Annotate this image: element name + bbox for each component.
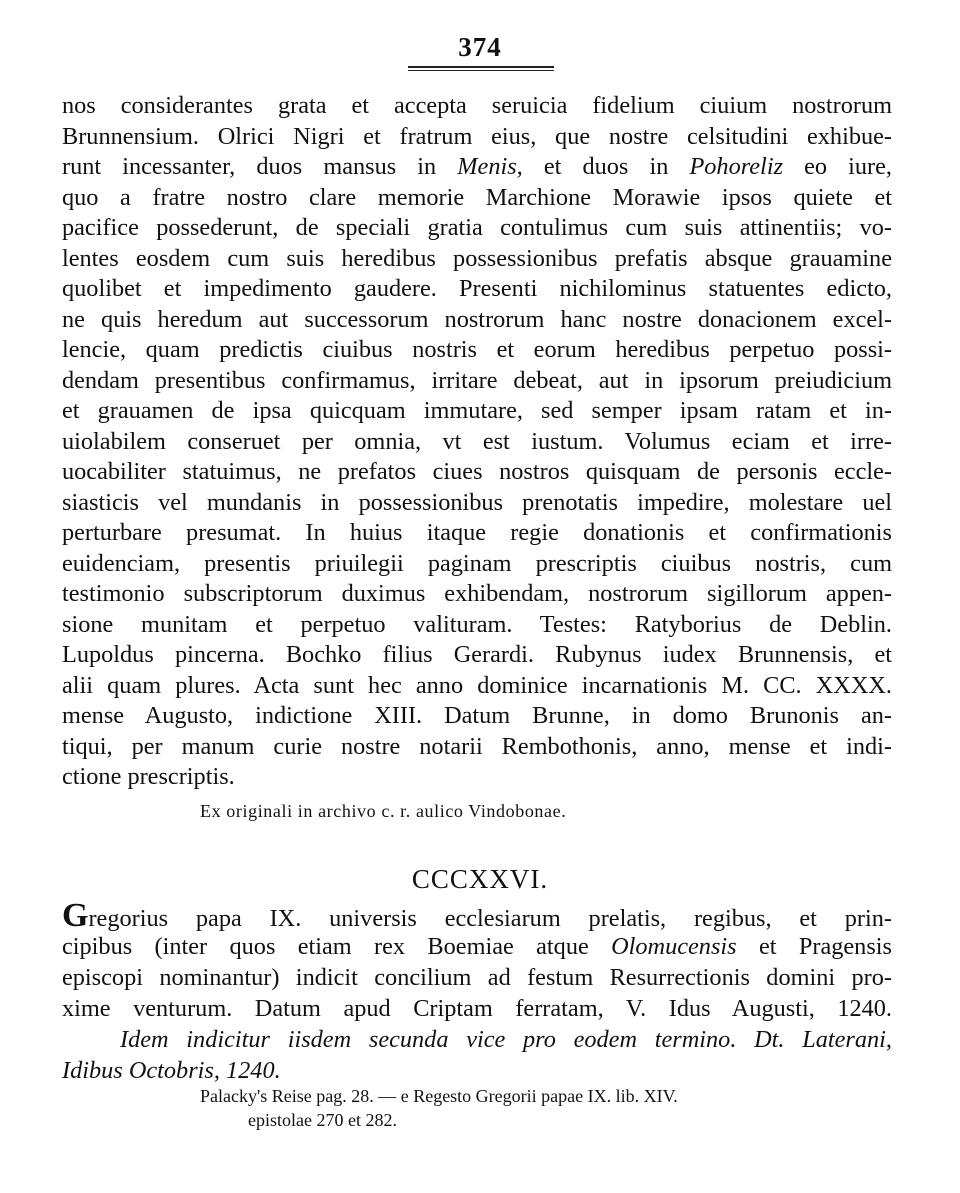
header-rule — [408, 66, 554, 68]
regest-italic-line: Idem indicitur iisdem secunda vice pro eodem termino. Dt. Laterani, — [120, 1026, 892, 1053]
source-note: Ex originali in archivo c. r. aulico Vindobonae. — [200, 801, 567, 821]
text-line: sione munitam et perpetuo valituram. Testes: Ratyborius de Deblin. — [62, 610, 892, 638]
text-line: uiolabilem conseruet per omnia, vt est iustum. Volumus eciam et irre- — [62, 427, 892, 455]
header-rule-thin — [408, 70, 554, 71]
text-line: mense Augusto, indictione XIII. Datum Brunne, in domo Brunonis an- — [62, 702, 892, 729]
italic-place-name: Olomucensis — [611, 933, 737, 960]
regest-line: episcopi nominantur) indicit concilium ad festum Resurrectionis domini pro- — [62, 964, 892, 991]
text-line: Lupoldus pincerna. Bochko filius Gerardi. Rubynus iudex Brunnensis, et — [62, 641, 892, 668]
text-line: runt incessanter, duos mansus in Menis, et duos in Pohoreliz eo iure, — [62, 153, 892, 180]
text-line: pacifice possederunt, de speciali gratia contulimus cum suis attinentiis; vo- — [62, 214, 892, 241]
text-line: et grauamen de ipsa quicquam immutare, sed semper ipsam ratam et in- — [62, 397, 892, 424]
text-line: alii quam plures. Acta sunt hec anno dominice incarnationis M. CC. XXXX. — [62, 671, 892, 699]
regest-line: xime venturum. Datum apud Criptam ferratam, V. Idus Augusti, 1240. — [62, 995, 892, 1022]
text-line: siasticis vel mundanis in possessionibus prenotatis impedire, molestare uel — [62, 488, 892, 516]
text-line: quo a fratre nostro clare memorie Marchione Morawie ipsos quiete et — [62, 183, 892, 211]
text-line: quolibet et impedimento gaudere. Presenti nichilominus statuentes edicto, — [62, 275, 892, 302]
page-number: 374 — [458, 32, 502, 62]
charter-text — [62, 91, 892, 793]
text-line: testimonio subscriptorum duximus exhibendam, nostrorum sigillorum appen- — [62, 580, 892, 607]
regest-italic-line: Idibus Octobris, 1240. — [62, 1057, 281, 1084]
italic-place-name: Menis, — [457, 153, 523, 180]
italic-place-name: Pohoreliz — [689, 153, 784, 180]
text-line: uocabiliter statuimus, ne prefatos ciues nostros quisquam de personis eccle- — [62, 458, 892, 485]
footnote-line: Palacky's Reise pag. 28. — e Regesto Gregorii papae IX. lib. XIV. — [200, 1086, 678, 1106]
text-line: lentes eosdem cum suis heredibus possessionibus prefatis absque grauamine — [62, 244, 892, 272]
text-line: euidenciam, presentis priuilegii paginam prescriptis ciuibus nostris, cum — [62, 549, 892, 577]
text-line: lencie, quam predictis ciuibus nostris et eorum heredibus perpetuo possi- — [62, 336, 892, 363]
regest-block — [62, 897, 892, 1086]
text-line: ne quis heredum aut successorum nostrorum hanc nostre donacionem excel- — [62, 305, 892, 333]
regest-line: Gregorius papa IX. universis ecclesiarum prelatis, regibus, et prin- — [62, 897, 892, 934]
text-line: perturbare presumat. In huius itaque regie donationis et confirmationis — [62, 519, 892, 546]
text-line: nos considerantes grata et accepta seruicia fidelium ciuium nostrorum — [62, 92, 892, 119]
initial-letter: G — [62, 897, 89, 934]
footnote-line: epistolae 270 et 282. — [248, 1110, 397, 1130]
regest-line: cipibus (inter quos etiam rex Boemiae atque Olomucensis et Pragensis — [62, 933, 892, 960]
text-line: tiqui, per manum curie nostre notarii Rembothonis, anno, mense et indi- — [62, 732, 892, 760]
text-line: dendam presentibus confirmamus, irritare debeat, aut in ipsorum preiudicium — [62, 366, 892, 394]
text-line: ctione prescriptis. — [62, 763, 235, 790]
footnote — [200, 1084, 678, 1132]
document-number: CCCXXVI. — [411, 864, 549, 894]
text-line: Brunnensium. Olrici Nigri et fratrum eius, que nostre celsitudini exhibue- — [62, 122, 892, 150]
